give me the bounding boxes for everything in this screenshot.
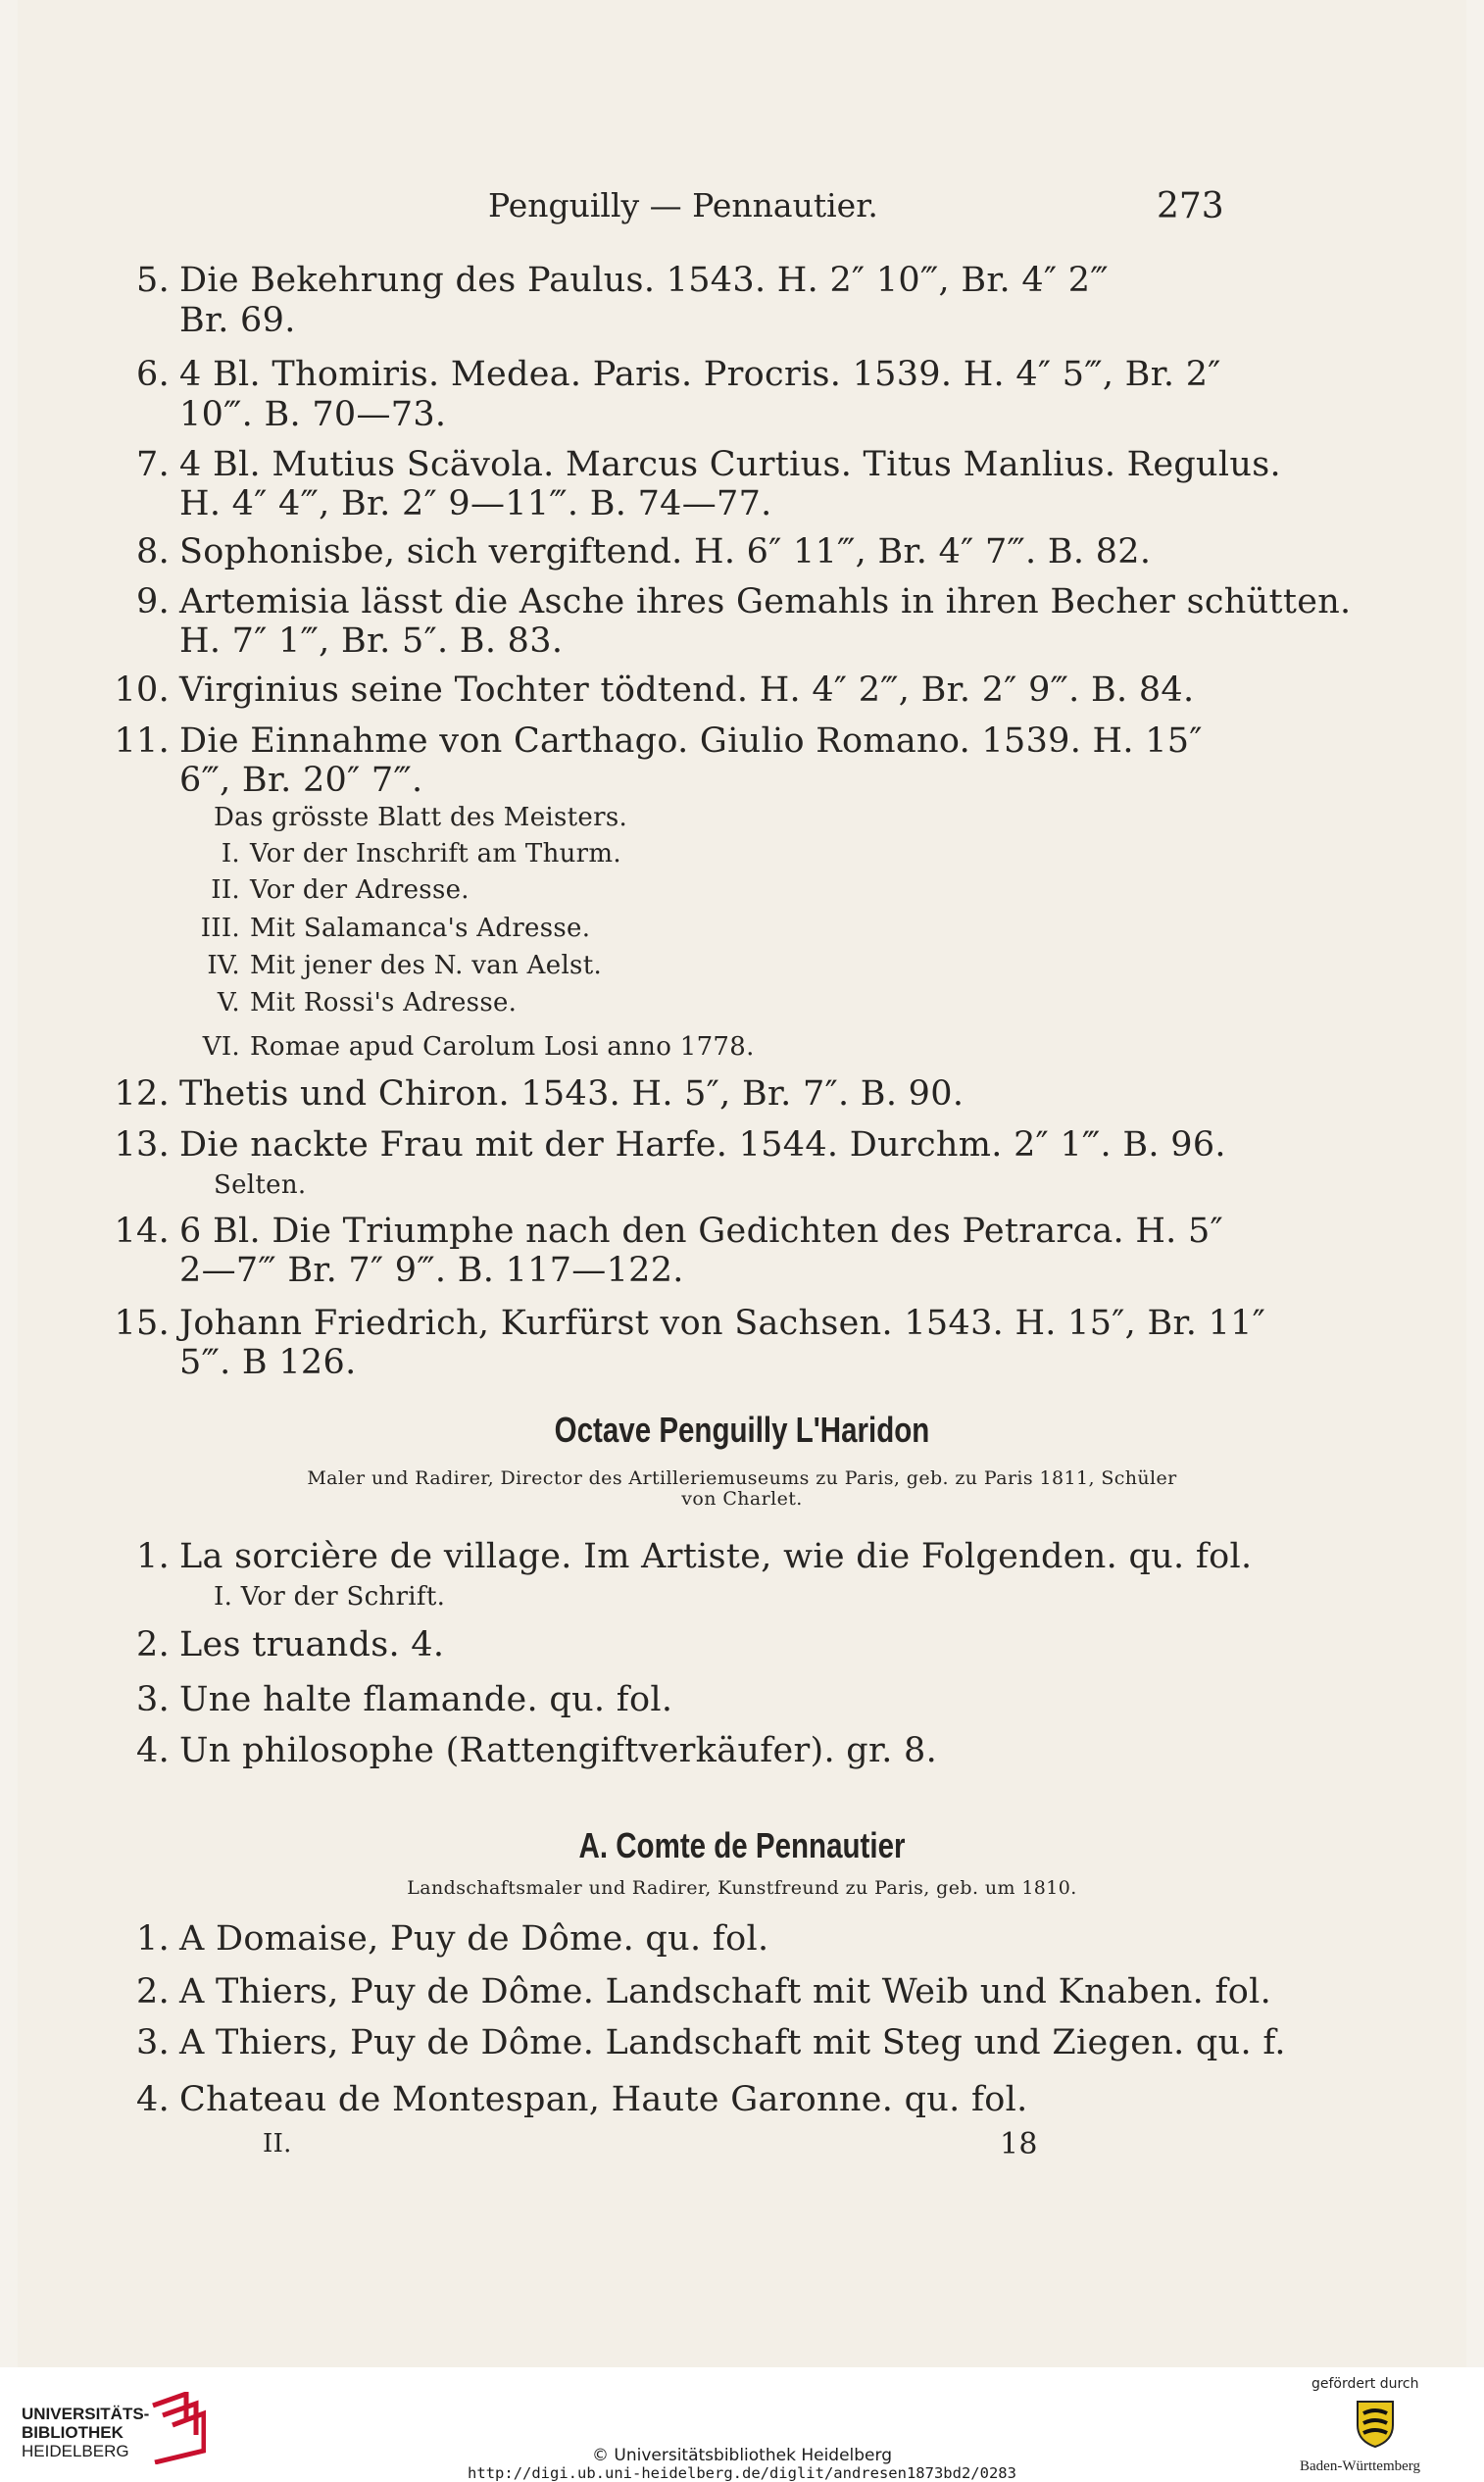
octave-entry-2: 2. Les truands. 4. [136,1625,445,1664]
pennautier-entry-3: 3. A Thiers, Puy de Dôme. Landschaft mit Steg und Ziegen. qu. f. [136,2023,1286,2062]
library-line-1: UNIVERSITÄTS- [22,2405,150,2423]
state-ii: II. Vor der Adresse. [211,875,470,905]
entry-9-line-1: 9. Artemisia lässt die Asche ihres Gemahls in ihren Becher schütten. [136,582,1352,621]
pennautier-heading: A. Comte de Pennautier [578,1825,906,1865]
entry-11-line-1: 11. Die Einnahme von Carthago. Giulio Romano. 1539. H. 15″ [114,721,1203,761]
sponsor-label: gefördert durch [1311,2376,1419,2392]
pennautier-bio: Landschaftsmaler und Radirer, Kunstfreund zu Paris, geb. um 1810. [407,1877,1077,1899]
permalink-url[interactable]: http://digi.ub.uni-heidelberg.de/diglit/andresen1873bd2/0283 [468,2464,1016,2482]
state-vi: VI. Romae apud Carolum Losi anno 1778. [202,1032,755,1062]
entry-12-line-1: 12. Thetis und Chiron. 1543. H. 5″, Br. 7″. B. 90. [114,1074,965,1114]
signature-sheet: 18 [1000,2127,1038,2161]
octave-entry-4: 4. Un philosophe (Rattengiftverkäufer). gr. 8. [136,1731,938,1770]
entry-15-line-1: 15. Johann Friedrich, Kurfürst von Sachsen. 1543. H. 15″, Br. 11″ [114,1304,1266,1343]
octave-heading: Octave Penguilly L'Haridon [554,1410,930,1450]
copyright-text: © Universitätsbibliothek Heidelberg [591,2446,892,2465]
entry-8-line-1: 8. Sophonisbe, sich vergiftend. H. 6″ 11‴, Br. 4″ 7‴. B. 82. [136,532,1152,571]
entry-6-line-1: 6. 4 Bl. Thomiris. Medea. Paris. Procris. 1539. H. 4″ 5‴, Br. 2″ [136,355,1221,394]
page-number: 273 [1157,186,1224,226]
running-title: Penguilly — Pennautier. [488,186,878,224]
entry-6-line-2: 10‴. B. 70—73. [179,395,447,434]
state-iv: IV. Mit jener des N. van Aelst. [207,951,603,980]
octave-bio-line-1: Maler und Radirer, Director des Artilleriemuseums zu Paris, geb. zu Paris 1811, Schüler [307,1467,1177,1489]
pennautier-entry-1: 1. A Domaise, Puy de Dôme. qu. fol. [136,1919,769,1959]
entry-10-line-1: 10. Virginius seine Tochter tödtend. H. 4″ 2‴, Br. 2″ 9‴. B. 84. [114,670,1195,710]
octave-entry-3: 3. Une halte flamande. qu. fol. [136,1680,673,1719]
state-i: I. Vor der Inschrift am Thurm. [221,839,621,869]
entry-13-note: Selten. [214,1170,307,1200]
sponsor-name: Baden-Württemberg [1300,2458,1421,2474]
entry-5-line-2: Br. 69. [179,301,296,340]
entry-15-line-2: 5‴. B 126. [179,1343,357,1382]
pennautier-entry-4: 4. Chateau de Montespan, Haute Garonne. qu. fol. [136,2080,1028,2119]
state-v: V. Mit Rossi's Adresse. [217,988,518,1018]
entry-7-line-2: H. 4″ 4‴, Br. 2″ 9—11‴. B. 74—77. [179,484,772,523]
octave-state-note: I. Vor der Schrift. [214,1582,446,1612]
library-line-3: HEIDELBERG [22,2442,129,2460]
entry-7-line-1: 7. 4 Bl. Mutius Scävola. Marcus Curtius. Titus Manlius. Regulus. [136,445,1281,484]
pennautier-entry-2: 2. A Thiers, Puy de Dôme. Landschaft mit Weib und Knaben. fol. [136,1972,1272,2011]
entry-14-line-1: 14. 6 Bl. Die Triumphe nach den Gedichten des Petrarca. H. 5″ [114,1212,1223,1251]
signature-volume: II. [263,2129,292,2159]
entry-9-line-2: H. 7″ 1‴, Br. 5″. B. 83. [179,621,564,661]
octave-entry-1: 1. La sorcière de village. Im Artiste, wie die Folgenden. qu. fol. [136,1537,1253,1576]
entry-14-line-2: 2—7‴ Br. 7″ 9‴. B. 117—122. [179,1251,684,1290]
entry-5-line-1: 5. Die Bekehrung des Paulus. 1543. H. 2″ 10‴, Br. 4″ 2‴ [136,261,1109,300]
entry-11-intro: Das grösste Blatt des Meisters. [214,803,628,832]
state-crest-icon [1348,2396,1403,2451]
running-head [0,186,1484,235]
octave-bio-line-2: von Charlet. [681,1488,803,1510]
library-line-2: BIBLIOTHEK [22,2423,124,2442]
state-iii: III. Mit Salamanca's Adresse. [200,914,591,943]
entry-13-line-1: 13. Die nackte Frau mit der Harfe. 1544. Durchm. 2″ 1‴. B. 96. [114,1125,1226,1165]
entry-11-line-2: 6‴, Br. 20″ 7‴. [179,761,423,800]
